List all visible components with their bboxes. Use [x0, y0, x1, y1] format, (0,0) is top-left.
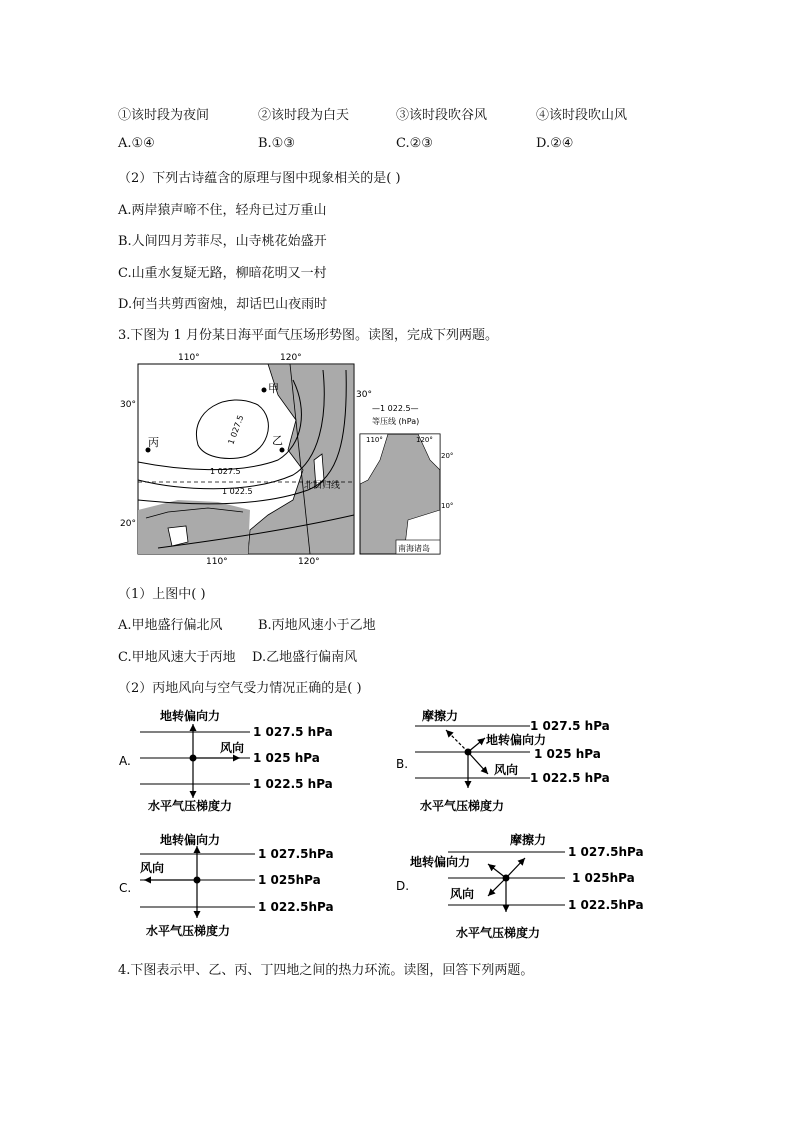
friction-label: 摩擦力: [510, 833, 547, 847]
option-d: D.②④: [536, 136, 574, 151]
tropic-label: 北回归线: [304, 481, 341, 491]
coriolis-label: 地转偏向力: [410, 855, 471, 869]
wind-label: 风向: [494, 763, 519, 777]
statement-4: ④该时段吹山风: [536, 108, 628, 123]
friction-label: 摩擦力: [422, 709, 459, 723]
place-yi: 乙: [272, 434, 283, 447]
pressure-label: 1 025 hPa: [534, 747, 601, 761]
question-stem: 3.下图为 1 月份某日海平面气压场形势图。读图，完成下列两题。: [118, 328, 498, 343]
option-d: D.何当共剪西窗烛，却话巴山夜雨时: [118, 297, 328, 312]
wind-label: 风向: [220, 741, 245, 755]
lon-label: 120°: [280, 353, 302, 363]
wind-label: 风向: [450, 887, 475, 901]
option-c: C.②③: [396, 136, 433, 151]
statement-1: ①该时段为夜间: [118, 108, 210, 123]
option-c: C.山重水复疑无路，柳暗花明又一村: [118, 266, 327, 281]
pressure-label: 1 027.5hPa: [258, 847, 334, 861]
inset-caption: 南海诸岛: [398, 544, 430, 553]
pressure-label: 1 022.5hPa: [568, 898, 644, 912]
inset-lat: 20°: [441, 452, 454, 460]
option-b: B.人间四月芳菲尽，山寺桃花始盛开: [118, 234, 327, 249]
question-stem: 4.下图表示甲、乙、丙、丁四地之间的热力环流。读图，回答下列两题。: [118, 963, 534, 978]
question-stem: （2）下列古诗蕴含的原理与图中现象相关的是( ): [118, 171, 401, 186]
statement-3: ③该时段吹谷风: [396, 108, 488, 123]
pressure-label: 1 022.5 hPa: [253, 777, 333, 791]
option-b: B.①③: [258, 136, 295, 151]
inset-lon: 110°: [366, 436, 383, 444]
lon-label: 110°: [178, 353, 200, 363]
pressure-label: 1 027.5 hPa: [253, 725, 333, 739]
lat-label: 20°: [120, 519, 136, 529]
inset-lat: 10°: [441, 502, 454, 510]
legend-line: —1 022.5—: [372, 404, 419, 413]
isobar-label: 1 027.5: [226, 413, 246, 446]
pgf-label: 水平气压梯度力: [148, 799, 233, 813]
question-stem: （1）上图中( ): [118, 587, 206, 602]
option-a: A.甲地盛行偏北风: [118, 618, 223, 633]
lat-label: 30°: [356, 390, 372, 400]
pgf-label: 水平气压梯度力: [456, 926, 541, 940]
option-b-letter: B.: [396, 757, 409, 771]
option-a: A.①④: [118, 136, 155, 151]
pressure-map: [118, 350, 454, 568]
pressure-label: 1 025 hPa: [253, 751, 320, 765]
place-jia: 甲: [268, 382, 279, 395]
legend-label: 等压线 (hPa): [372, 417, 420, 426]
pressure-label: 1 022.5hPa: [258, 900, 334, 914]
pressure-label: 1 025hPa: [258, 873, 321, 887]
option-b: B.丙地风速小于乙地: [258, 618, 376, 633]
pgf-label: 水平气压梯度力: [420, 799, 505, 813]
option-d-letter: D.: [396, 879, 410, 893]
coriolis-label: 地转偏向力: [160, 709, 221, 723]
lon-label: 120°: [298, 557, 320, 567]
option-a-letter: A.: [119, 754, 131, 768]
coriolis-label: 地转偏向力: [160, 833, 221, 847]
pressure-label: 1 025hPa: [572, 871, 635, 885]
option-a: A.两岸猿声啼不住，轻舟已过万重山: [118, 203, 327, 218]
isobar-label: 1 022.5: [222, 487, 253, 496]
pressure-label: 1 027.5hPa: [568, 845, 644, 859]
inset-lon: 120°: [416, 436, 433, 444]
pgf-label: 水平气压梯度力: [146, 924, 231, 938]
option-c: C.甲地风速大于丙地: [118, 650, 236, 665]
option-d: D.乙地盛行偏南风: [252, 650, 358, 665]
lon-label: 110°: [206, 557, 228, 567]
pressure-label: 1 022.5 hPa: [530, 771, 610, 785]
pressure-label: 1 027.5 hPa: [530, 719, 610, 733]
force-diagrams: [110, 700, 670, 950]
statement-2: ②该时段为白天: [258, 108, 350, 123]
coriolis-label: 地转偏向力: [486, 733, 547, 747]
lat-label: 30°: [120, 400, 136, 410]
option-c-letter: C.: [119, 881, 132, 895]
place-bing: 丙: [148, 436, 159, 449]
wind-label: 风向: [140, 861, 165, 875]
isobar-label: 1 027.5: [210, 467, 241, 476]
question-stem: （2）丙地风向与空气受力情况正确的是( ): [118, 681, 362, 696]
